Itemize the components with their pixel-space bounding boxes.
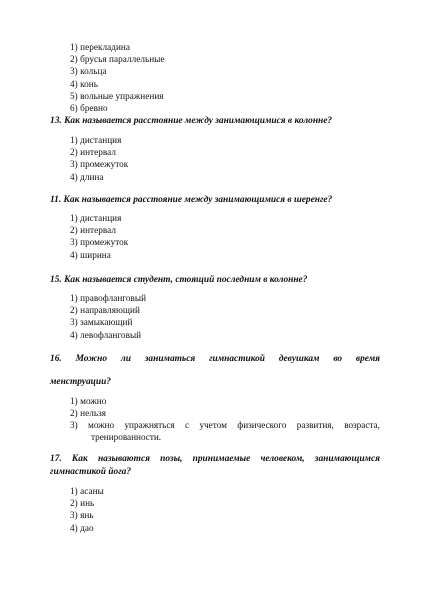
title-word: девушкам (278, 354, 320, 364)
list-item: 1) правофланговый (70, 293, 147, 303)
title-word: заниматься (144, 354, 196, 364)
title-word: занимающимся (314, 454, 380, 464)
question-13-title: 13. Как называется расстояние между занимающимися в колонне? (50, 116, 333, 126)
list-item: 1) дистанция (70, 135, 122, 145)
q17-options-list (70, 485, 104, 534)
option-word: упражняться (124, 420, 175, 430)
title-word: принимаемые (192, 454, 251, 464)
list-item: 2) направляющий (70, 305, 140, 316)
option-3-line1 (70, 419, 380, 431)
list-item: 4) конь (70, 78, 98, 89)
title-word: называются (97, 454, 150, 464)
list-item: 2) интервал (70, 225, 116, 236)
option-word: 3) (70, 420, 78, 430)
title-word: 16. (50, 354, 62, 364)
q16-options-list (70, 395, 106, 419)
q15-options-list (70, 292, 146, 341)
title-word: во (333, 354, 343, 364)
list-item: 4) дао (70, 522, 94, 533)
list-item: 3) янь (70, 510, 94, 521)
title-word: гимнастикой (209, 354, 266, 364)
option-word: можно (88, 420, 115, 430)
q16-option-3 (70, 419, 380, 443)
question-17-title-line1 (50, 453, 380, 465)
list-item: 4) левофланговый (70, 329, 142, 340)
title-word: 17. (50, 454, 62, 464)
title-word: время (355, 354, 380, 364)
option-3-line2: тренированности. (91, 432, 162, 443)
question-16-title-line1 (50, 353, 380, 365)
list-item: 2) интервал (70, 147, 116, 158)
q13-options-list (70, 134, 128, 183)
list-item: 2) брусья параллельные (70, 54, 165, 65)
option-word: физического (237, 420, 287, 430)
list-item: 3) промежуток (70, 159, 129, 170)
q11-options-list (70, 212, 128, 261)
option-word: с (185, 420, 190, 430)
list-item: 4) ширина (70, 249, 111, 260)
list-item: 2) нельзя (70, 408, 107, 419)
q12-options-list (70, 41, 165, 114)
title-word: Как (71, 454, 88, 464)
list-item: 3) промежуток (70, 237, 129, 248)
list-item: 1) асаны (70, 486, 104, 496)
question-15-title: 15. Как называется студент, стоящий последним в колонне? (50, 275, 308, 285)
option-word: учетом (199, 420, 227, 430)
list-item: 2) инь (70, 498, 95, 509)
title-word: позы, (160, 454, 183, 464)
option-word: развития, (296, 420, 334, 430)
question-11-title: 11. Как называется расстояние между занимающимися в шеренге? (50, 195, 333, 205)
list-item: 5) вольные упражнения (70, 90, 164, 101)
title-word: Можно (75, 354, 108, 364)
list-item: 6) бревно (70, 103, 108, 114)
question-16-title-line2: менструации? (50, 377, 111, 387)
list-item: 3) замыкающий (70, 317, 133, 328)
list-item: 3) кольца (70, 66, 107, 77)
list-item: 4) длина (70, 171, 104, 182)
list-item: 1) можно (70, 396, 107, 406)
option-word: возраста, (344, 420, 380, 430)
title-word: ли (120, 354, 131, 364)
list-item: 1) перекладина (70, 42, 131, 52)
list-item: 1) дистанция (70, 213, 122, 223)
question-17-title-line2: гимнастикой йога? (50, 467, 132, 477)
title-word: человеком, (260, 454, 305, 464)
